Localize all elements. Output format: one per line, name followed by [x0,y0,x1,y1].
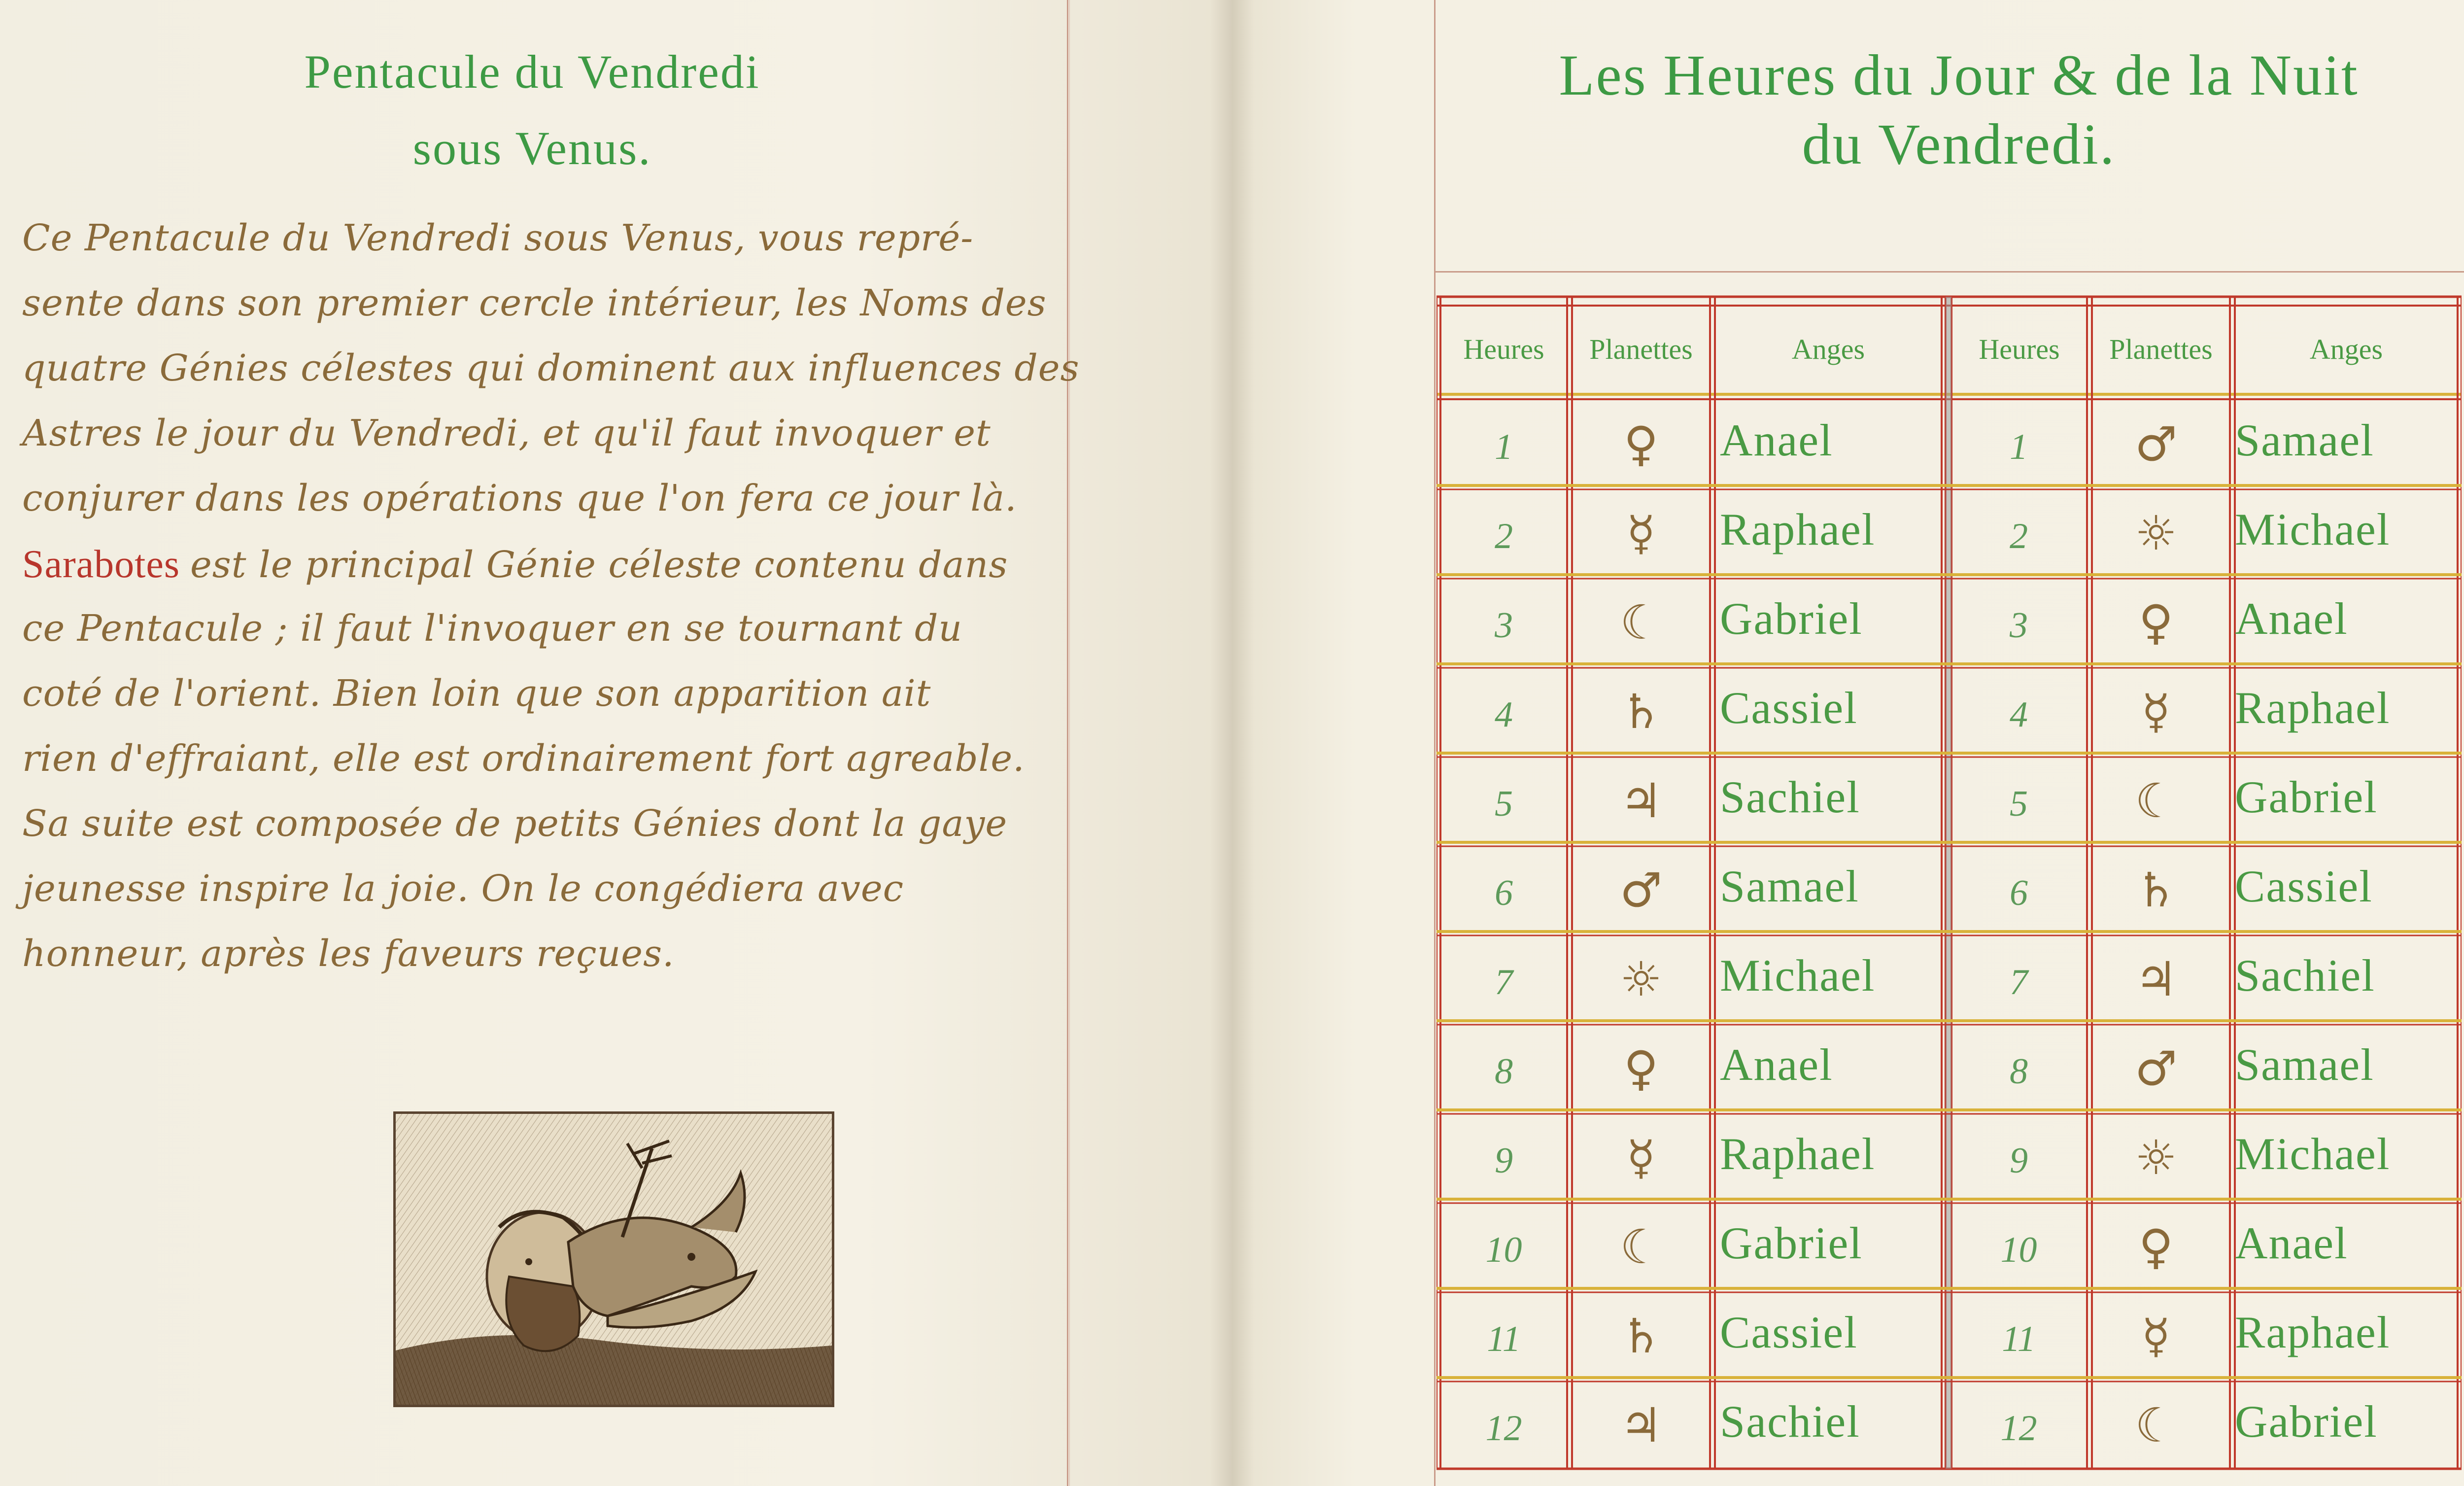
body-line: Ce Pentacule du Vendredi sous Venus, vous repré- [22,217,974,259]
hour-number: 3 [2010,605,2028,646]
angel-name: Gabriel [1720,1218,1863,1268]
mars-icon: ♂ [2134,416,2178,472]
hour-number: 3 [1495,605,1513,646]
angel-name: Gabriel [2235,772,2378,822]
mars-icon: ♂ [1619,863,1663,918]
angel-name: Samael [2235,1039,2374,1090]
page-subtitle: sous Venus. [412,122,652,174]
angel-name: Anael [2235,1218,2348,1268]
angel-name: Anael [2235,593,2348,644]
header-angels: Anges [1791,333,1865,365]
sun-icon: ☼ [2134,506,2178,561]
margin-rule [1434,0,1436,1486]
venus-icon: ♀ [1623,1041,1659,1096]
mercury-icon: ☿ [1626,1130,1656,1185]
hour-number: 10 [2000,1230,2037,1270]
hour-number: 2 [2010,516,2028,556]
angel-name: Sachiel [1720,1396,1860,1447]
body-line: jeunesse inspire la joie. On le congédiera avec [22,867,904,910]
angel-name: Cassiel [1720,683,1858,733]
venus-icon: ♀ [2138,1219,2174,1275]
header-planets: Planettes [1589,333,1693,365]
hour-number: 6 [2010,873,2028,913]
moon-icon: ☾ [1619,595,1663,650]
hours-table [1437,291,2462,1474]
table-subtitle: du Vendredi. [1802,112,2116,176]
angel-name: Samael [1720,861,1859,911]
hour-number: 5 [2010,784,2028,824]
body-line: sente dans son premier cercle intérieur, les Noms des [22,282,1047,324]
page-title: Pentacule du Vendredi [304,45,760,98]
hour-number: 6 [1495,873,1513,913]
moon-icon: ☾ [2134,1398,2178,1453]
angel-name: Michael [1720,950,1876,1001]
sea-monster-illustration [393,1111,834,1407]
body-line: rien d'effraiant, elle est ordinairement fort agreable. [22,737,1025,780]
angel-name: Cassiel [2235,861,2373,911]
hour-number: 11 [2002,1319,2036,1359]
body-line: Sa suite est composée de petits Génies dont la gaye [22,802,1008,845]
angel-name: Samael [2235,415,2374,465]
angel-name: Sachiel [1720,772,1860,822]
jupiter-icon: ♃ [1619,1398,1663,1453]
moon-icon: ☾ [2134,773,2178,829]
angel-name: Cassiel [1720,1307,1858,1357]
body-line [22,542,1072,587]
hour-number: 7 [1495,962,1513,1002]
body-line: ce Pentacule ; il faut l'invoquer en se tournant du [22,607,963,650]
mars-icon: ♂ [2134,1041,2178,1096]
header-hours: Heures [1979,333,2060,365]
mercury-icon: ☿ [1626,506,1656,561]
hour-number: 8 [1495,1051,1513,1092]
angel-name: Michael [2235,1129,2391,1179]
hour-number: 1 [2010,427,2028,467]
sun-icon: ☼ [1619,952,1663,1007]
body-line-text: est le principal Génie céleste contenu dans [190,544,1008,586]
hour-number: 11 [1487,1319,1521,1359]
saturn-icon: ♄ [1619,1309,1663,1364]
hour-number: 10 [1485,1230,1522,1270]
table-title: Les Heures du Jour & de la Nuit [1559,43,2359,107]
hour-number: 12 [2000,1408,2037,1449]
saturn-icon: ♄ [1619,684,1663,739]
hour-number: 9 [1495,1140,1513,1181]
hour-number: 4 [2010,694,2028,735]
sea-monster-drawing [396,1114,832,1405]
header-angels: Anges [2309,333,2383,365]
hour-number: 8 [2010,1051,2028,1092]
body-line: coté de l'orient. Bien loin que son apparition ait [22,672,931,715]
saturn-icon: ♄ [2134,863,2178,918]
angel-name: Raphael [2235,683,2391,733]
jupiter-icon: ♃ [2134,952,2178,1007]
angel-name: Raphael [1720,504,1876,554]
angel-name: Gabriel [1720,593,1863,644]
angel-name: Sachiel [2235,950,2375,1001]
rubric-name: Sarabotes [22,543,191,586]
hour-number: 7 [2010,962,2028,1002]
jupiter-icon: ♃ [1619,773,1663,829]
hour-number: 5 [1495,784,1513,824]
body-line: Astres le jour du Vendredi, et qu'il faut invoquer et [22,412,991,454]
header-hours: Heures [1463,333,1544,365]
angel-name: Raphael [2235,1307,2391,1357]
angel-name: Gabriel [2235,1396,2378,1447]
moon-icon: ☾ [1619,1219,1663,1275]
venus-icon: ♀ [2138,595,2174,650]
venus-icon: ♀ [1623,416,1659,472]
hour-number: 9 [2010,1140,2028,1181]
book-gutter [1210,0,1254,1486]
header-planets: Planettes [2109,333,2213,365]
hour-number: 4 [1495,694,1513,735]
sun-icon: ☼ [2134,1130,2178,1185]
angel-name: Anael [1720,415,1833,465]
hour-number: 2 [1495,516,1513,556]
heading-rule [1434,271,2464,273]
mercury-icon: ☿ [2141,1309,2171,1364]
body-line: conjurer dans les opérations que l'on fera ce jour là. [22,477,1017,519]
mercury-icon: ☿ [2141,684,2171,739]
body-line: quatre Génies célestes qui dominent aux influences des [22,347,1080,389]
hour-number: 12 [1485,1408,1522,1449]
angel-name: Michael [2235,504,2391,554]
hour-number: 1 [1495,427,1513,467]
angel-name: Raphael [1720,1129,1876,1179]
angel-name: Anael [1720,1039,1833,1090]
body-line: honneur, après les faveurs reçues. [22,933,675,975]
